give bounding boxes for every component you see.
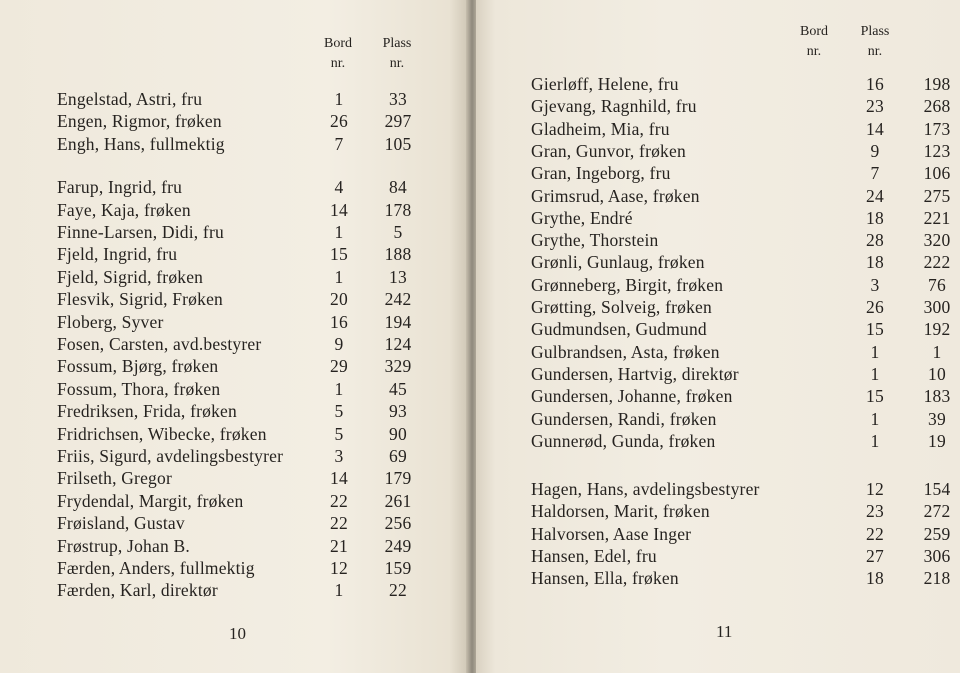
entry-row <box>57 333 423 356</box>
header-nr-label: nr. <box>867 44 883 59</box>
entry-bord-number: 18 <box>866 252 884 273</box>
entry-name: Faye, Kaja, frøken <box>57 199 191 220</box>
entry-row <box>531 118 960 141</box>
entry-bord-number: 7 <box>334 133 344 154</box>
entry-plass-number: 218 <box>923 568 951 589</box>
entry-bord-number: 28 <box>866 230 884 251</box>
plass-column-header <box>372 34 422 74</box>
entry-bord-number: 27 <box>866 546 884 566</box>
entry-row <box>531 274 960 297</box>
entry-row <box>531 363 960 386</box>
entry-row <box>57 557 423 580</box>
entry-row <box>57 490 423 513</box>
entry-bord-number: 1 <box>334 580 344 601</box>
entry-bord-number: 22 <box>866 523 884 544</box>
entry-bord-number: 22 <box>330 513 348 534</box>
entry-plass-number: 90 <box>389 423 407 444</box>
entry-row <box>57 467 423 490</box>
entry-plass-number: 33 <box>389 89 407 109</box>
entry-plass-number: 261 <box>384 490 412 511</box>
entry-plass-number: 306 <box>923 546 951 566</box>
entry-name: Finne-Larsen, Didi, fru <box>57 222 224 242</box>
entry-name: Frøisland, Gustav <box>57 513 185 534</box>
entry-name: Gundersen, Hartvig, direktør <box>531 363 739 384</box>
entry-bord-number: 18 <box>866 207 884 228</box>
entry-name: Hansen, Ella, frøken <box>531 568 679 589</box>
entry-bord-number: 26 <box>330 111 348 132</box>
entry-name: Gundersen, Randi, frøken <box>531 408 717 429</box>
entry-bord-number: 15 <box>866 386 884 407</box>
entry-plass-number: 188 <box>384 244 412 265</box>
entry-bord-number: 1 <box>334 266 344 287</box>
entry-row <box>57 199 423 222</box>
entry-bord-number: 16 <box>330 311 348 332</box>
entry-name: Farup, Ingrid, fru <box>57 177 183 198</box>
entry-row <box>531 430 960 453</box>
entry-bord-number: 1 <box>870 408 880 429</box>
entry-name: Engen, Rigmor, frøken <box>57 111 222 132</box>
entry-plass-number: 179 <box>384 468 412 489</box>
entry-name: Grøtting, Solveig, frøken <box>531 297 712 317</box>
entry-bord-number: 1 <box>870 430 880 451</box>
entry-bord-number: 5 <box>334 423 344 444</box>
entry-name: Gudmundsen, Gudmund <box>531 319 707 340</box>
entry-bord-number: 1 <box>334 222 344 242</box>
entry-row <box>531 207 960 230</box>
entry-bord-number: 29 <box>330 356 348 377</box>
entry-plass-number: 242 <box>384 289 412 310</box>
entry-bord-number: 22 <box>330 490 348 511</box>
entry-row <box>531 140 960 163</box>
header-plass-label: Plass <box>860 24 890 39</box>
entry-plass-number: 1 <box>932 341 942 362</box>
entry-plass-number: 69 <box>389 446 407 466</box>
entry-plass-number: 76 <box>928 274 946 295</box>
entry-name: Gunnerød, Gunda, frøken <box>531 430 716 451</box>
entry-bord-number: 14 <box>866 118 884 139</box>
entry-plass-number: 93 <box>389 401 407 422</box>
entry-plass-number: 221 <box>923 207 951 228</box>
entry-bord-number: 23 <box>866 96 884 117</box>
entry-plass-number: 249 <box>384 535 412 556</box>
entry-name: Frøstrup, Johan B. <box>57 535 190 556</box>
header-nr-label: nr. <box>806 44 822 59</box>
entry-row <box>57 512 423 535</box>
entry-row <box>57 288 423 311</box>
entry-bord-number: 21 <box>330 535 348 556</box>
entry-row <box>57 378 423 401</box>
entry-row <box>57 221 423 244</box>
entry-row <box>531 229 960 252</box>
entry-row <box>57 579 423 602</box>
entry-name: Haldorsen, Marit, frøken <box>531 501 710 522</box>
entry-row <box>57 176 423 199</box>
entry-name: Fjeld, Ingrid, fru <box>57 244 178 265</box>
entry-plass-number: 106 <box>923 163 951 184</box>
entry-row <box>531 523 960 546</box>
entry-bord-number: 15 <box>866 319 884 340</box>
entry-name: Grønneberg, Birgit, frøken <box>531 274 724 295</box>
entry-bord-number: 1 <box>870 341 880 362</box>
entry-name: Flesvik, Sigrid, Frøken <box>57 289 223 310</box>
entry-bord-number: 12 <box>866 479 884 500</box>
entry-name: Gladheim, Mia, fru <box>531 118 670 139</box>
entry-name: Frilseth, Gregor <box>57 468 172 489</box>
entry-plass-number: 19 <box>928 430 946 451</box>
entry-name: Gundersen, Johanne, frøken <box>531 386 733 407</box>
entry-plass-number: 256 <box>384 513 412 534</box>
entry-plass-number: 178 <box>384 199 412 220</box>
entry-row <box>531 318 960 341</box>
entry-row <box>57 110 423 133</box>
entry-plass-number: 183 <box>923 386 951 407</box>
entry-plass-number: 13 <box>389 266 407 287</box>
entry-plass-number: 84 <box>389 177 407 198</box>
entry-bord-number: 18 <box>866 568 884 589</box>
entry-plass-number: 159 <box>384 558 412 578</box>
entry-row <box>531 545 960 568</box>
right-page <box>476 0 960 673</box>
entry-bord-number: 4 <box>334 177 344 198</box>
entry-plass-number: 10 <box>928 363 946 384</box>
entry-plass-number: 268 <box>923 96 951 117</box>
entry-name: Halvorsen, Aase Inger <box>531 523 692 544</box>
entry-plass-number: 275 <box>923 185 951 206</box>
entry-row <box>531 296 960 319</box>
entry-bord-number: 20 <box>330 289 348 310</box>
entry-bord-number: 15 <box>330 244 348 265</box>
entry-row <box>531 162 960 185</box>
entry-row <box>531 567 960 590</box>
entry-plass-number: 329 <box>384 356 412 377</box>
entry-row <box>531 251 960 274</box>
entry-row <box>57 535 423 558</box>
entry-plass-number: 192 <box>923 319 951 340</box>
entry-plass-number: 154 <box>923 479 951 500</box>
entry-plass-number: 300 <box>923 297 951 317</box>
entry-row <box>531 500 960 523</box>
entry-name: Gulbrandsen, Asta, frøken <box>531 341 720 362</box>
bord-column-header <box>794 22 834 62</box>
entry-row <box>531 478 960 501</box>
entry-bord-number: 3 <box>870 274 880 295</box>
entry-plass-number: 173 <box>923 118 951 139</box>
entry-bord-number: 26 <box>866 297 884 317</box>
entry-row <box>57 266 423 289</box>
entry-bord-number: 16 <box>866 74 884 94</box>
entry-row <box>531 73 960 96</box>
entry-name: Fredriksen, Frida, frøken <box>57 401 237 422</box>
entry-name: Engelstad, Astri, fru <box>57 89 203 109</box>
entry-bord-number: 1 <box>870 363 880 384</box>
entry-row <box>57 311 423 334</box>
entry-name: Gjevang, Ragnhild, fru <box>531 96 697 117</box>
entry-name: Fosen, Carsten, avd.bestyrer <box>57 334 262 354</box>
plass-column-header <box>850 22 900 62</box>
entry-name: Færden, Anders, fullmektig <box>57 558 255 578</box>
entry-name: Gierløff, Helene, fru <box>531 74 679 94</box>
entry-name: Fossum, Thora, frøken <box>57 378 221 399</box>
entry-name: Færden, Karl, direktør <box>57 580 218 601</box>
entry-name: Hagen, Hans, avdelingsbestyrer <box>531 479 760 500</box>
entry-row <box>531 95 960 118</box>
entry-bord-number: 24 <box>866 185 884 206</box>
entry-bord-number: 1 <box>334 89 344 109</box>
entry-bord-number: 23 <box>866 501 884 522</box>
entry-plass-number: 320 <box>923 230 951 251</box>
header-nr-label: nr. <box>389 56 405 71</box>
entry-plass-number: 198 <box>923 74 951 94</box>
entry-row <box>57 423 423 446</box>
entry-plass-number: 39 <box>928 408 946 429</box>
entry-row <box>531 341 960 364</box>
entry-plass-number: 222 <box>923 252 951 273</box>
left-page <box>0 0 468 673</box>
entry-bord-number: 12 <box>330 558 348 578</box>
entry-row <box>531 385 960 408</box>
entry-bord-number: 1 <box>334 378 344 399</box>
entry-plass-number: 123 <box>923 140 951 161</box>
entry-row <box>57 400 423 423</box>
entry-bord-number: 14 <box>330 199 348 220</box>
entry-plass-number: 194 <box>384 311 412 332</box>
entry-name: Fridrichsen, Wibecke, frøken <box>57 423 267 444</box>
entry-name: Gran, Gunvor, frøken <box>531 140 686 161</box>
entry-plass-number: 45 <box>389 378 407 399</box>
entry-row <box>531 408 960 431</box>
entry-row <box>57 355 423 378</box>
entry-name: Floberg, Syver <box>57 311 164 332</box>
entry-name: Grythe, Thorstein <box>531 230 659 251</box>
entry-bord-number: 3 <box>334 446 344 466</box>
page-number: 11 <box>716 622 733 641</box>
entry-row <box>57 133 423 156</box>
entry-name: Friis, Sigurd, avdelingsbestyrer <box>57 446 284 466</box>
entry-plass-number: 297 <box>384 111 412 132</box>
entry-row <box>57 243 423 266</box>
entry-row <box>57 88 423 111</box>
entry-plass-number: 105 <box>384 133 412 154</box>
entry-bord-number: 5 <box>334 401 344 422</box>
entry-name: Grythe, Endré <box>531 207 633 228</box>
entry-name: Gran, Ingeborg, fru <box>531 163 671 184</box>
entry-bord-number: 7 <box>870 163 880 184</box>
entry-row <box>531 185 960 208</box>
header-nr-label: nr. <box>330 56 346 71</box>
entry-name: Fossum, Bjørg, frøken <box>57 356 219 377</box>
page-number: 10 <box>229 624 246 643</box>
entry-name: Fjeld, Sigrid, frøken <box>57 266 204 287</box>
entry-name: Frydendal, Margit, frøken <box>57 490 244 511</box>
entry-plass-number: 272 <box>923 501 951 522</box>
entry-bord-number: 14 <box>330 468 348 489</box>
entry-name: Hansen, Edel, fru <box>531 546 657 566</box>
bord-column-header <box>318 34 358 74</box>
entry-plass-number: 5 <box>393 222 403 242</box>
entry-name: Grønli, Gunlaug, frøken <box>531 252 705 273</box>
header-bord-label: Bord <box>800 24 828 39</box>
entry-plass-number: 22 <box>389 580 407 601</box>
entry-name: Engh, Hans, fullmektig <box>57 133 225 154</box>
entry-bord-number: 9 <box>334 334 344 354</box>
header-plass-label: Plass <box>382 36 412 51</box>
entry-row <box>57 445 423 468</box>
entry-plass-number: 259 <box>923 523 951 544</box>
entry-bord-number: 9 <box>870 140 880 161</box>
entry-plass-number: 124 <box>384 334 412 354</box>
header-bord-label: Bord <box>324 36 352 51</box>
entry-name: Grimsrud, Aase, frøken <box>531 185 700 206</box>
